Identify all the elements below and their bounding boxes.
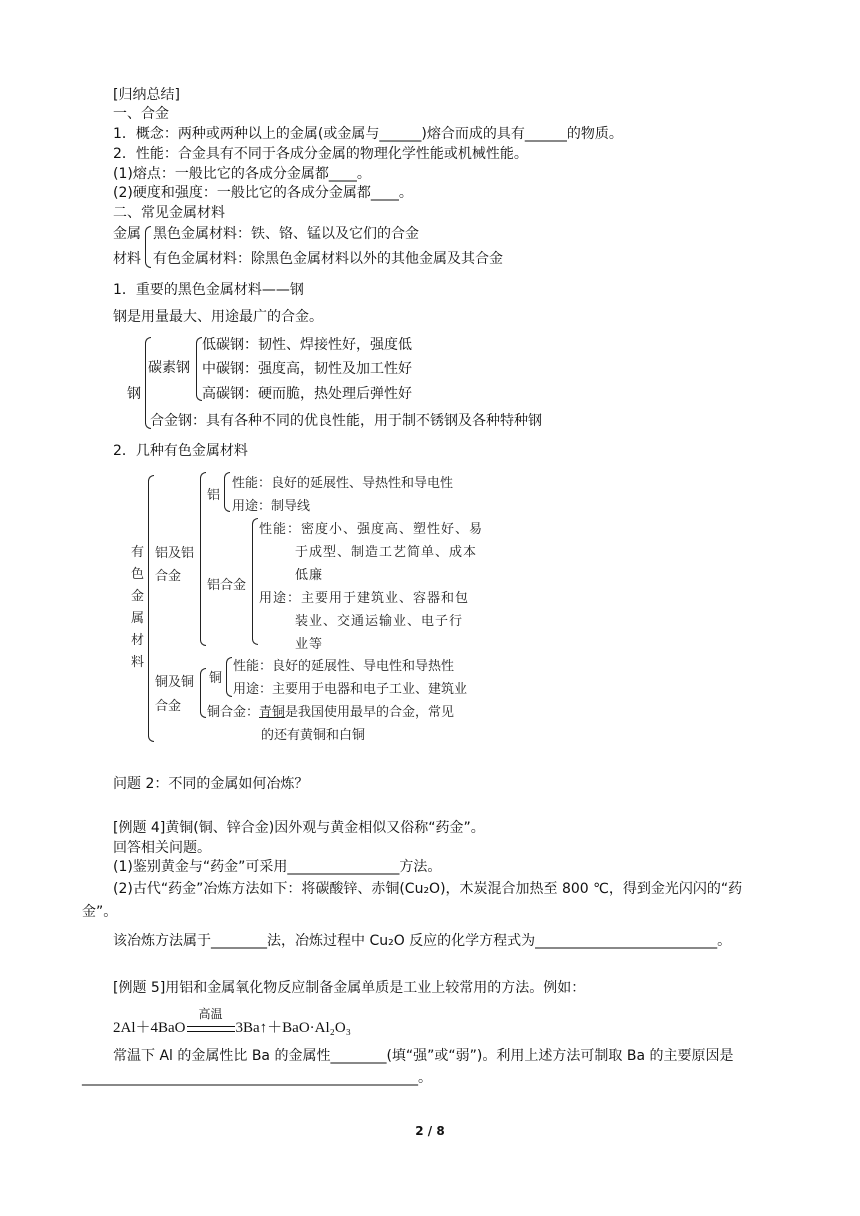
bronze-term: 青铜 xyxy=(259,705,286,720)
al-alloy-use-2: 装业、交通运输业、电子行 xyxy=(295,614,464,629)
cu-group-brace xyxy=(200,668,206,718)
root-char: 材 xyxy=(131,633,145,648)
cu-brace xyxy=(226,657,232,697)
example4-title: [例题 4]黄铜(铜、锌合金)因外观与黄金相似又俗称“药金”。 xyxy=(113,820,485,836)
alloy-heading: 一、合金 xyxy=(113,106,169,122)
alloy-hardness: (2)硬度和强度：一般比它的各成分金属都____。 xyxy=(113,185,413,201)
materials-label-bottom: 材料 xyxy=(113,251,141,267)
al-alloy-brace xyxy=(252,518,258,645)
al-use: 用途：制导线 xyxy=(232,499,311,514)
steel-heading: 1．重要的黑色金属材料——钢 xyxy=(113,282,304,298)
summary-header: [归纳总结] xyxy=(113,87,180,103)
example5-equation xyxy=(113,1007,351,1037)
example4-q1: (1)鉴别黄金与“药金”可采用________________方法。 xyxy=(113,859,442,875)
root-char: 金 xyxy=(131,589,145,604)
alloy-melting: (1)熔点：一般比它的各成分金属都____。 xyxy=(113,166,371,182)
al-brace xyxy=(224,472,230,512)
steel-intro: 钢是用量最大、用途最广的合金。 xyxy=(113,309,323,325)
nonferrous-heading: 2．几种有色金属材料 xyxy=(113,443,248,459)
materials-heading: 二、常见金属材料 xyxy=(113,205,225,221)
example5-question-1: 常温下 Al 的金属性比 Ba 的金属性________(填“强”或“弱”)。利用上述方法可制取 Ba 的主要原因是 xyxy=(113,1048,734,1064)
al-alloy-label: 铝合金 xyxy=(207,578,247,593)
cu-alloy-line2: 的还有黄铜和白铜 xyxy=(261,728,366,743)
al-group-line2: 合金 xyxy=(155,569,182,584)
al-alloy-property-3: 低廉 xyxy=(295,568,324,583)
cu-use: 用途：主要用于电器和电子工业、建筑业 xyxy=(233,682,468,697)
example5-question-2: ________________________________________________。 xyxy=(82,1070,432,1086)
cu-alloy-label: 铜合金： xyxy=(207,705,260,720)
al-alloy-use-3: 业等 xyxy=(295,637,324,652)
cu-alloy-rest: 是我国使用最早的合金，常见 xyxy=(285,705,455,720)
al-property: 性能：良好的延展性、导热性和导电性 xyxy=(232,476,454,491)
high-carbon-steel: 高碳钢：硬而脆，热处理后弹性好 xyxy=(202,386,412,402)
steel-root: 钢 xyxy=(127,386,141,402)
example4-q2a: (2)古代“药金”冶炼方法如下：将碳酸锌、赤铜(Cu₂O)，木炭混合加热至 800 ℃，得到金光闪闪的“药 xyxy=(113,881,743,897)
root-brace xyxy=(148,475,154,742)
example5-title: [例题 5]用铝和金属氧化物反应制备金属单质是工业上较常用的方法。例如： xyxy=(113,980,586,996)
alloy-steel: 合金钢：具有各种不同的优良性能，用于制不锈钢及各种特种钢 xyxy=(150,413,542,429)
al-alloy-property-1: 性能：密度小、强度高、塑性好、易 xyxy=(259,522,484,537)
cu-group-line2: 合金 xyxy=(155,699,182,714)
root-char: 料 xyxy=(131,655,145,670)
high-temp-condition xyxy=(186,1007,236,1037)
double-line xyxy=(187,1026,235,1032)
nonferrous-line: 有色金属材料：除黑色金属材料以外的其他金属及其合金 xyxy=(153,251,503,267)
root-char: 有 xyxy=(131,545,145,560)
page-number: 2 / 8 xyxy=(415,1124,445,1138)
al-alloy-property-2: 于成型、制造工艺简单、成本 xyxy=(295,545,478,560)
example4-q2b: 金”。 xyxy=(82,904,118,920)
example4-q2c: 该冶炼方法属于________法，冶炼过程中 Cu₂O 反应的化学方程式为__________________________。 xyxy=(113,933,732,949)
materials-label-top: 金属 xyxy=(113,226,141,242)
alloy-concept: 1．概念：两种或两种以上的金属(或金属与______)熔合而成的具有______的物质。 xyxy=(113,126,623,142)
carbon-steel-label: 碳素钢 xyxy=(148,360,190,376)
equation-left: 2Al＋4BaO xyxy=(113,1020,186,1036)
root-char: 属 xyxy=(131,611,145,626)
al-alloy-use-1: 用途：主要用于建筑业、容器和包 xyxy=(259,591,470,606)
equation-right: 3Ba↑＋BaO·Al₂O₃ xyxy=(235,1020,351,1036)
root-char: 色 xyxy=(131,567,145,582)
cu-group-line1: 铜及铜 xyxy=(155,675,195,690)
question-2: 问题 2：不同的金属如何冶炼？ xyxy=(113,776,309,792)
ferrous-line: 黑色金属材料：铁、铬、锰以及它们的合金 xyxy=(153,226,419,242)
condition-label: 高温 xyxy=(198,1007,223,1021)
cu-property: 性能：良好的延展性、导电性和导热性 xyxy=(233,659,455,674)
cu-alloy-line1 xyxy=(207,701,454,720)
al-group-brace xyxy=(200,472,206,646)
mid-carbon-steel: 中碳钢：强度高，韧性及加工性好 xyxy=(202,361,412,377)
cu-label: 铜 xyxy=(209,671,223,686)
example4-line2: 回答相关问题。 xyxy=(113,840,211,856)
al-group-line1: 铝及铝 xyxy=(155,546,195,561)
low-carbon-steel: 低碳钢：韧性、焊接性好，强度低 xyxy=(202,337,412,353)
al-label: 铝 xyxy=(207,488,221,503)
alloy-property: 2．性能：合金具有不同于各成分金属的物理化学性能或机械性能。 xyxy=(113,146,528,162)
materials-brace xyxy=(145,226,151,268)
